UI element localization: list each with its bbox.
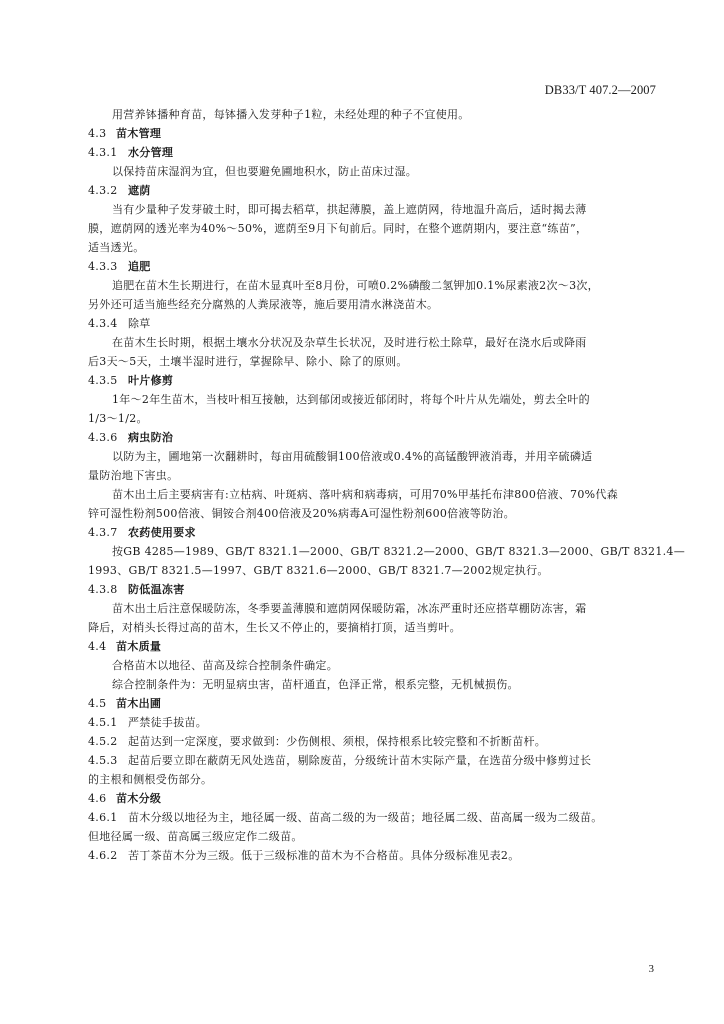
section-number: 4.5.3 <box>88 754 118 767</box>
section-title: 苗木出圃 <box>116 697 162 710</box>
numbered-clause <box>88 732 658 751</box>
section-heading <box>88 143 658 162</box>
paragraph-line: 合格苗木以地径、苗高及综合控制条件确定。 <box>112 659 338 672</box>
paragraph-line: 按GB 4285—1989、GB/T 8321.1—2000、GB/T 8321.2—2000、GB/T 8321.3—2000、GB/T 8321.4— <box>112 545 686 558</box>
section-title: 叶片修剪 <box>128 374 174 387</box>
paragraph-line: 用营养钵播种育苗，每钵播入发芽种子1粒，未经处理的种子不宜使用。 <box>112 108 470 121</box>
section-title: 病虫防治 <box>128 431 174 444</box>
section-number: 4.6 <box>88 792 107 805</box>
section-number: 4.6.2 <box>88 849 118 862</box>
paragraph-line: 综合控制条件为：无明显病虫害，苗杆通直，色泽正常，根系完整，无机械损伤。 <box>112 678 519 691</box>
section-number: 4.3.3 <box>88 260 118 273</box>
paragraph-line: 以防为主，圃地第一次翻耕时，每亩用硫酸铜100倍液或0.4%的高锰酸钾液消毒，并用辛硫磷适 <box>112 450 593 463</box>
section-number: 4.6.1 <box>88 811 118 824</box>
section-heading <box>88 428 658 447</box>
section-title: 水分管理 <box>128 146 174 159</box>
section-title: 苗木管理 <box>116 127 162 140</box>
section-number: 4.3 <box>88 127 107 140</box>
paragraph-line: 追肥在苗木生长期进行，在苗木显真叶至8月份，可喷0.2%磷酸二氢钾加0.1%尿素液2次～3次， <box>112 279 599 292</box>
numbered-clause <box>88 808 658 827</box>
numbered-clause <box>88 846 658 865</box>
section-heading <box>88 124 658 143</box>
paragraph-line: 1年～2年生苗木，当枝叶相互接触，达到郁闭或接近郁闭时，将每个叶片从先端处，剪去全叶的 <box>112 393 590 406</box>
document-body <box>88 105 686 865</box>
section-title: 农药使用要求 <box>128 526 196 539</box>
clause-text: 苦丁茶苗木分为三级。低于三级标准的苗木为不合格苗。具体分级标准见表2。 <box>128 849 520 862</box>
section-number: 4.5 <box>88 697 107 710</box>
paragraph-line: 但地径属一级、苗高属三级应定作二级苗。 <box>88 830 303 843</box>
section-title: 遮荫 <box>128 184 151 197</box>
standard-code: DB33/T 407.2—2007 <box>544 83 656 97</box>
section-title: 苗木质量 <box>116 640 162 653</box>
clause-text: 严禁徒手拔苗。 <box>128 716 208 729</box>
section-number: 4.5.1 <box>88 716 118 729</box>
section-title: 除草 <box>128 317 151 330</box>
clause-text: 起苗达到一定深度，要求做到：少伤侧根、须根，保持根系比较完整和不折断苗杆。 <box>128 735 547 748</box>
paragraph-line: 苗木出土后注意保暖防冻，冬季要盖薄膜和遮荫网保暖防霜，冰冻严重时还应搭草棚防冻害，霜 <box>112 602 587 615</box>
section-number: 4.3.2 <box>88 184 118 197</box>
paragraph-line: 后3天～5天，土壤半湿时进行，掌握除早、除小、除了的原则。 <box>88 355 408 368</box>
section-number: 4.3.6 <box>88 431 118 444</box>
paragraph-line: 苗木出土后主要病害有:立枯病、叶斑病、落叶病和病毒病，可用70%甲基托布津800倍液、70%代森 <box>112 488 618 501</box>
section-number: 4.5.2 <box>88 735 118 748</box>
section-number: 4.4 <box>88 640 107 653</box>
paragraph-line: 适当透光。 <box>88 241 145 254</box>
paragraph-line: 当有少量种子发芽破土时，即可揭去稻草，拱起薄膜，盖上遮荫网，待地温升高后，适时揭去薄 <box>112 203 587 216</box>
paragraph-line: 量防治地下害虫。 <box>88 469 179 482</box>
section-heading <box>88 257 658 276</box>
section-heading <box>88 523 658 542</box>
page-number: 3 <box>648 963 654 975</box>
paragraph-line: 另外还可适当施些经充分腐熟的人粪尿液等，施后要用清水淋浇苗木。 <box>88 298 439 311</box>
numbered-clause <box>88 751 658 770</box>
section-title: 追肥 <box>128 260 151 273</box>
section-number: 4.3.1 <box>88 146 118 159</box>
section-number: 4.3.4 <box>88 317 118 330</box>
paragraph-line: 在苗木生长时期，根据土壤水分状况及杂草生长状况，及时进行松土除草，最好在浇水后或降雨 <box>112 336 587 349</box>
section-heading <box>88 314 658 333</box>
section-title: 防低温冻害 <box>128 583 185 596</box>
section-title: 苗木分级 <box>116 792 162 805</box>
section-heading <box>88 371 658 390</box>
section-heading <box>88 789 658 808</box>
paragraph-line: 1993、GB/T 8321.5—1997、GB/T 8321.6—2000、GB/T 8321.7—2002规定执行。 <box>88 564 549 577</box>
section-heading <box>88 580 658 599</box>
section-number: 4.3.8 <box>88 583 118 596</box>
paragraph-line: 1/3～1/2。 <box>88 412 148 425</box>
section-number: 4.3.7 <box>88 526 118 539</box>
section-heading <box>88 694 658 713</box>
paragraph-line: 的主根和侧根受伤部分。 <box>88 773 213 786</box>
section-number: 4.3.5 <box>88 374 118 387</box>
paragraph-line: 降后，对梢头长得过高的苗木，生长又不停止的，要摘梢打顶，适当剪叶。 <box>88 621 461 634</box>
numbered-clause <box>88 713 658 732</box>
clause-text: 苗木分级以地径为主，地径属一级、苗高二级的为一级苗；地径属二级、苗高属一级为二级苗。 <box>128 811 603 824</box>
paragraph-line: 锌可湿性粉剂500倍液、铜铵合剂400倍液及20%病毒A可湿性粉剂600倍液等防治。 <box>88 507 515 520</box>
section-heading <box>88 181 658 200</box>
paragraph-line: 膜，遮荫网的透光率为40%～50%，遮荫至9月下旬前后。同时，在整个遮荫期内，要注意“练苗”， <box>88 222 588 235</box>
paragraph-line: 以保持苗床湿润为宜，但也要避免圃地积水，防止苗床过湿。 <box>112 165 418 178</box>
clause-text: 起苗后要立即在蔽荫无风处选苗，剔除废苗，分级统计苗木实际产量，在选苗分级中修剪过长 <box>128 754 592 767</box>
section-heading <box>88 637 658 656</box>
